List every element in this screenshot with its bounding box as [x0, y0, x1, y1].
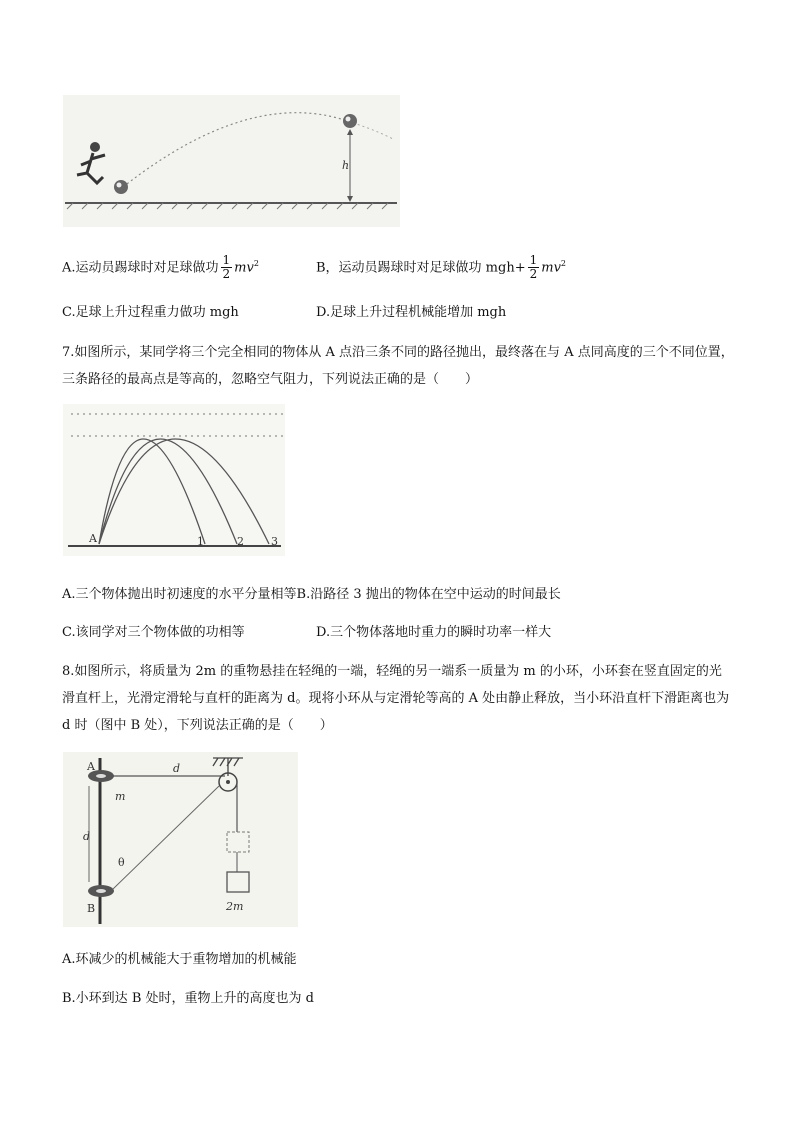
label-a: A — [87, 760, 95, 773]
q7-option-d: D.三个物体落地时重力的瞬时功率一样大 — [316, 625, 552, 640]
q7-option-b: B.沿路径 3 抛出的物体在空中运动的时间最长 — [296, 587, 561, 602]
label-theta: θ — [118, 856, 125, 869]
q7-figure-svg — [63, 404, 285, 556]
fraction-half — [528, 254, 540, 281]
h-label: h — [342, 159, 350, 172]
numerator: 1 — [222, 253, 231, 268]
q8-option-a: A.环减少的机械能大于重物增加的机械能 — [62, 952, 297, 967]
q8-option-b: B.小环到达 B 处时，重物上升的高度也为 d — [62, 991, 314, 1006]
formula-mv: mv — [234, 260, 254, 276]
q6-figure-svg — [63, 95, 400, 227]
label-2m: 2m — [226, 900, 244, 913]
q8-figure-svg — [63, 752, 298, 927]
q6-option-c: C.足球上升过程重力做功 mgh — [62, 305, 239, 320]
q7-stem: 7.如图所示，某同学将三个完全相同的物体从 A 点沿三条不同的路径抛出，最终落在与 A 点同高度的三个不同位置，三条路径的最高点是等高的，忽略空气阻力，下列说法正确的是（ ） — [62, 345, 734, 387]
exponent: 2 — [253, 259, 259, 268]
formula-mv: mv — [541, 260, 561, 276]
label-d-top: d — [173, 762, 181, 775]
numerator: 1 — [529, 253, 538, 268]
label-d-side: d — [83, 830, 91, 843]
q6-option-a — [62, 254, 259, 281]
ball-top-icon — [343, 114, 357, 128]
point-a-label: A — [89, 532, 97, 545]
q6-option-d: D.足球上升过程机械能增加 mgh — [316, 305, 507, 320]
exponent: 2 — [560, 259, 567, 268]
weight-2m — [227, 872, 249, 892]
label-m: m — [115, 790, 126, 803]
ball-start-icon — [114, 180, 128, 194]
q8-stem: 8.如图所示，将质量为 2m 的重物悬挂在轻绳的一端，轻绳的另一端系一质量为 m 的小环，小环套在竖直固定的光滑直杆上，光滑定滑轮与直杆的距离为 d。现将小环从与定滑轮等高的 A 处由静止释放，当小环沿直杆下滑距离也为 d 时（图中 B 处），下列说法正确的是（ ） — [62, 664, 730, 733]
ball-trajectory — [123, 113, 353, 187]
q6-option-b-text: B，运动员踢球时对足球做功 mgh+ — [316, 260, 526, 276]
label-b: B — [87, 902, 96, 915]
landing-1-label: 1 — [197, 535, 204, 548]
landing-2-label: 2 — [237, 535, 244, 548]
rope-slanted — [113, 786, 219, 889]
landing-3-label: 3 — [271, 535, 278, 548]
player-figure — [77, 142, 105, 183]
denominator: 2 — [222, 267, 231, 282]
q8-figure — [63, 752, 298, 927]
fraction-half — [221, 254, 233, 281]
denominator: 2 — [529, 267, 538, 282]
q7-option-ab — [62, 585, 561, 605]
q7-figure — [63, 404, 285, 556]
trajectory-after — [353, 123, 393, 139]
weight-raised-ghost — [227, 832, 249, 852]
q7-option-c: C.该同学对三个物体做的功相等 — [62, 625, 245, 640]
q6-figure — [63, 95, 400, 227]
q6-option-a-text: A.运动员踢球时对足球做功 — [62, 260, 219, 276]
q6-option-b — [316, 254, 566, 281]
q7-option-a: A.三个物体抛出时初速度的水平分量相等 — [62, 587, 297, 602]
